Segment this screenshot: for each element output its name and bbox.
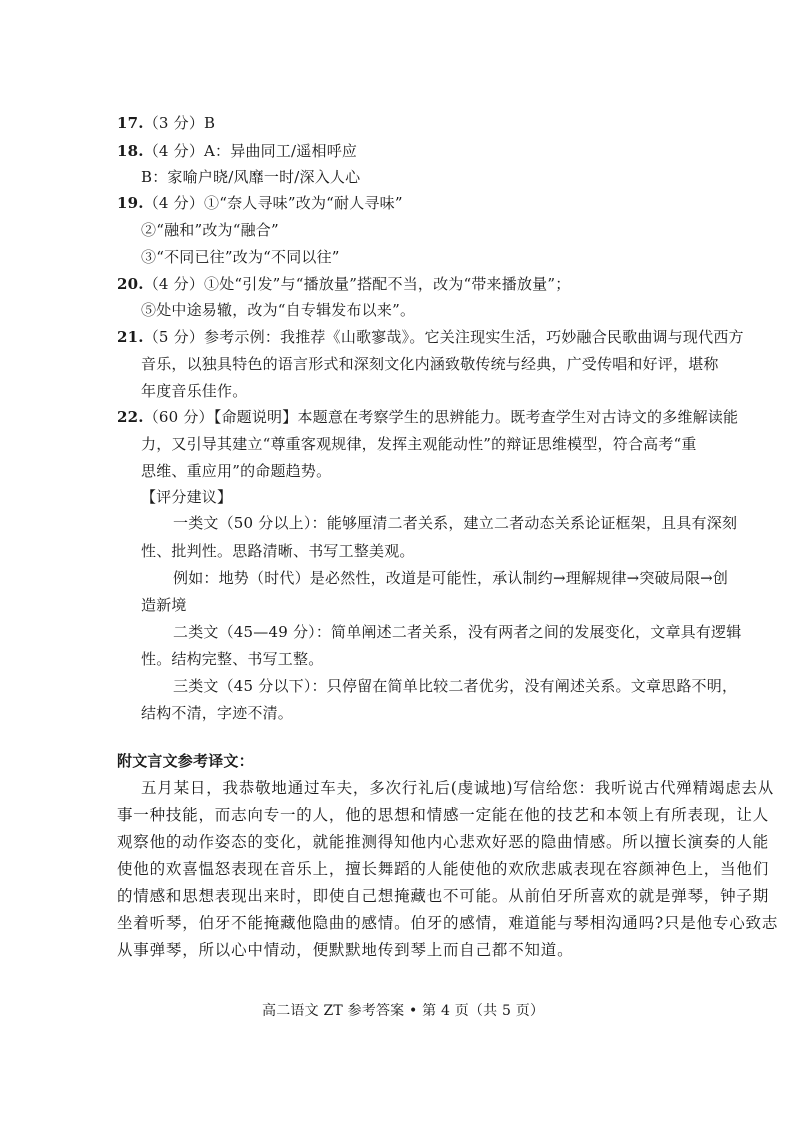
q22-line (117, 406, 738, 428)
q19-line-3: ③“不同已往”改为“不同以往” (141, 248, 340, 266)
translation-line-2: 事一种技能，而志向专一的人，他的思想和情感一定能在他的技艺和本领上有所表现，让人 (117, 806, 770, 824)
translation-line-3: 观察他的动作姿态的变化，就能推测得知他内心悲欢好恶的隐曲情感。所以擅长演奏的人能 (117, 833, 770, 851)
q17-number: 17. (117, 114, 144, 132)
translation-line-4: 使他的欢喜愠怒表现在音乐上，擅长舞蹈的人能使他的欢欣悲戚表现在容颜神色上，当他们 (117, 860, 770, 878)
q18-line-b: B：家喻户晓/风靡一时/深入人心 (141, 168, 361, 186)
translation-line-5: 的情感和思想表现出来时，即使自己想掩藏也不可能。从前伯牙所喜欢的就是弹琴，钟子期 (117, 887, 770, 905)
q21-line-3: 年度音乐佳作。 (141, 382, 248, 400)
q19-text: （4 分）①“奈人寻味”改为“耐人寻味” (143, 194, 403, 212)
q18-number: 18. (117, 142, 144, 160)
example-line-2: 造新境 (141, 596, 187, 614)
grade-3-line-1: 三类文（45 分以下）：只停留在简单比较二者优劣，没有阐述关系。文章思路不明， (173, 677, 738, 695)
grade-2-line-2: 性。结构完整、书写工整。 (141, 650, 324, 668)
q21-line (117, 326, 744, 348)
q19-line (117, 192, 403, 214)
page-footer: 高二语文 ZT 参考答案 • 第 4 页（共 5 页） (262, 1003, 545, 1019)
q22-text: （60 分）【命题说明】本题意在考察学生的思辨能力。既考查学生对古诗文的多维解读能 (143, 408, 739, 426)
q19-line-2: ②“融和”改为“融合” (141, 221, 279, 239)
q22-line-3: 思维、重应用”的命题趋势。 (141, 462, 332, 480)
q20-text: （4 分）①处“引发”与“播放量”搭配不当，改为“带来播放量”； (143, 275, 571, 293)
grading-heading: 【评分建议】 (141, 488, 233, 506)
grade-3-line-2: 结构不清，字迹不清。 (141, 704, 294, 722)
q18-line (117, 140, 357, 162)
q19-number: 19. (117, 194, 144, 212)
q20-line-2: ⑤处中途易辙，改为“自专辑发布以来”。 (141, 301, 416, 319)
example-line-1: 例如：地势（时代）是必然性，改道是可能性，承认制约→理解规律→突破局限→创 (173, 569, 729, 587)
q21-number: 21. (117, 328, 144, 346)
q17-line (117, 112, 215, 134)
q21-line-2: 音乐，以独具特色的语言形式和深刻文化内涵致敬传统与经典，广受传唱和好评，堪称 (141, 355, 719, 373)
q18-text: （4 分）A：异曲同工/遥相呼应 (143, 142, 358, 160)
grade-1-line-1: 一类文（50 分以上）：能够厘清二者关系，建立二者动态关系论证框架，且具有深刻 (173, 514, 738, 532)
grade-1-line-2: 性、批判性。思路清晰、书写工整美观。 (141, 542, 415, 560)
translation-heading: 附文言文参考译文： (117, 752, 254, 770)
translation-line-1: 五月某日，我恭敬地通过车夫，多次行礼后(虔诚地)写信给您：我听说古代殚精竭虑去从 (141, 779, 775, 797)
q22-number: 22. (117, 408, 144, 426)
translation-line-7: 从事弹琴，所以心中情动，便默默地传到琴上而自己都不知道。 (117, 941, 574, 959)
translation-line-6: 坐着听琴，伯牙不能掩藏他隐曲的感情。伯牙的感情，难道能与琴相沟通吗?只是他专心致志 (117, 914, 779, 932)
grade-2-line-1: 二类文（45—49 分）：简单阐述二者关系，没有两者之间的发展变化，文章具有逻辑 (173, 623, 742, 641)
q20-number: 20. (117, 275, 144, 293)
q20-line (117, 273, 570, 295)
q17-text: （3 分）B (143, 114, 216, 132)
q22-line-2: 力，又引导其建立“尊重客观规律，发挥主观能动性”的辩证思维模型，符合高考“重 (141, 435, 697, 453)
q21-text: （5 分）参考示例：我推荐《山歌寥哉》。它关注现实生活，巧妙融合民歌曲调与现代西方 (143, 328, 744, 346)
